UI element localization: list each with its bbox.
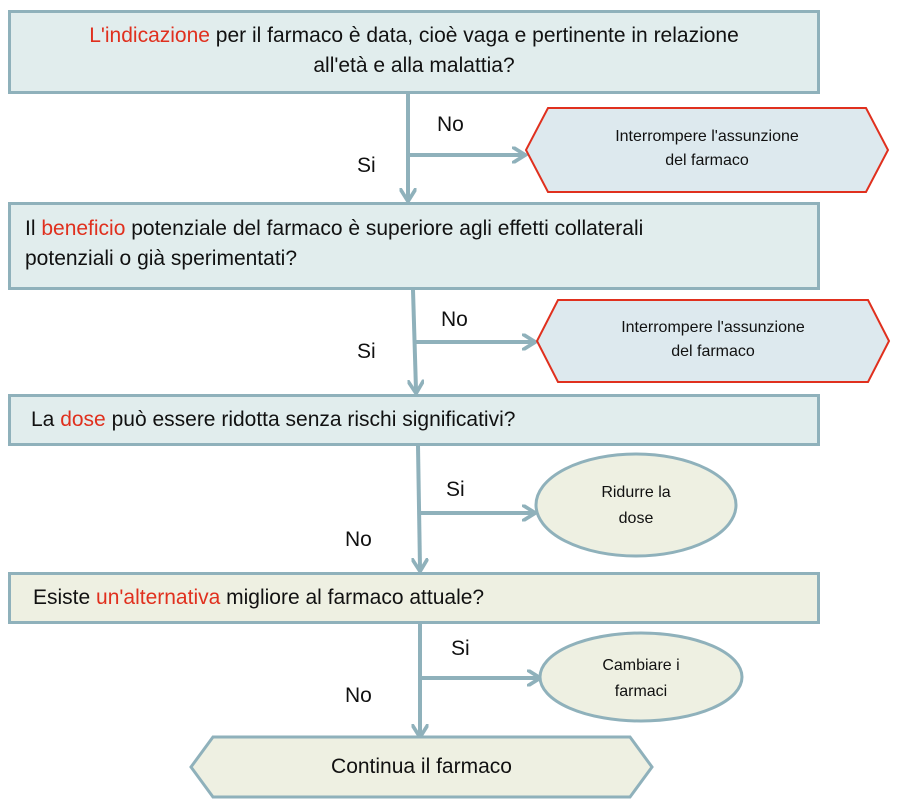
label-si-1: Si bbox=[357, 154, 376, 177]
term-alternativa: un'alternativa bbox=[96, 586, 221, 609]
question-3-after: può essere ridotta senza rischi significativi? bbox=[105, 408, 516, 431]
change-line1: Cambiare i bbox=[602, 657, 680, 674]
stop-2-line1: Interrompere l'assunzione bbox=[621, 319, 805, 336]
question-2-before: Il bbox=[25, 217, 42, 240]
question-4-before: Esiste bbox=[33, 586, 97, 609]
reduce-line2: dose bbox=[618, 510, 654, 528]
question-alternative bbox=[8, 572, 820, 624]
term-beneficio: beneficio bbox=[41, 217, 126, 240]
question-dose bbox=[8, 394, 820, 446]
stop-2-line2: del farmaco bbox=[671, 343, 755, 360]
term-indicazione: L'indicazione bbox=[89, 24, 210, 47]
question-benefit bbox=[8, 202, 820, 290]
label-si-3: Si bbox=[446, 478, 465, 501]
label-no-4: No bbox=[345, 684, 372, 707]
stop-outcome-2 bbox=[558, 316, 868, 364]
change-line2: farmaci bbox=[614, 682, 668, 700]
stop-1-line1: Interrompere l'assunzione bbox=[615, 128, 799, 145]
term-dose: dose bbox=[60, 408, 106, 431]
arrow-q3-to-q4 bbox=[418, 446, 420, 568]
reduce-line1: Ridurre la bbox=[601, 484, 671, 501]
question-2-after: potenziale del farmaco è superiore agli effetti collaterali bbox=[125, 217, 644, 240]
question-3-before: La bbox=[31, 408, 61, 431]
question-2-line2: potenziali o già sperimentati? bbox=[25, 247, 297, 271]
question-indication bbox=[8, 10, 820, 94]
question-1-line2: all'età e alla malattia? bbox=[313, 54, 515, 78]
stop-1-line2: del farmaco bbox=[665, 152, 749, 169]
change-outcome bbox=[566, 653, 716, 704]
question-1-after: per il farmaco è data, cioè vaga e pertinente in relazione bbox=[209, 24, 739, 47]
reduce-outcome bbox=[560, 480, 712, 533]
stop-outcome-1 bbox=[548, 125, 866, 173]
label-no-2: No bbox=[441, 308, 468, 331]
label-no-1: No bbox=[437, 113, 464, 136]
continue-outcome: Continua il farmaco bbox=[331, 755, 512, 778]
label-si-4: Si bbox=[451, 637, 470, 660]
label-no-3: No bbox=[345, 528, 372, 551]
label-si-2: Si bbox=[357, 340, 376, 363]
question-4-after: migliore al farmaco attuale? bbox=[220, 586, 485, 609]
